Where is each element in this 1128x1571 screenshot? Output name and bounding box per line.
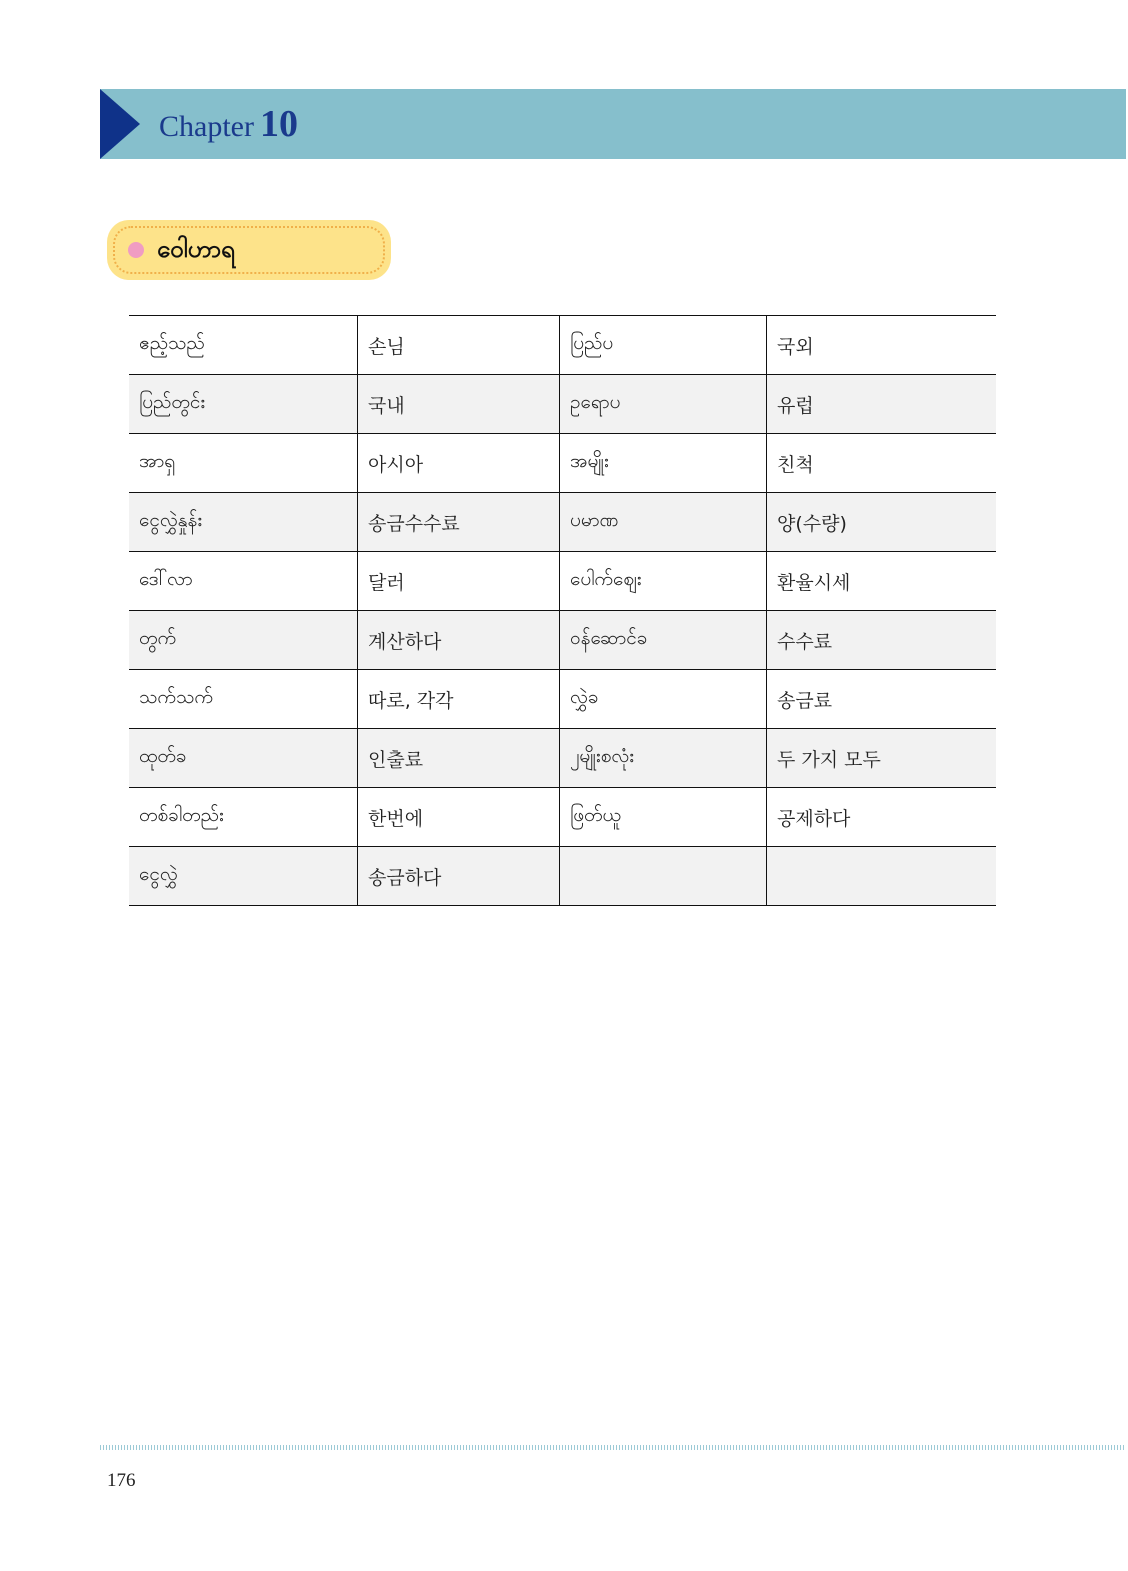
myanmar-word: ငွေလွှဲ [129,847,358,906]
korean-meaning: 환율시세 [767,552,997,611]
myanmar-word: ပြည်တွင်း [129,375,358,434]
myanmar-word: ၂မျိုးစလုံး [560,729,767,788]
korean-meaning: 계산하다 [358,611,560,670]
chapter-label: Chapter [159,110,254,143]
korean-meaning: 유럽 [767,375,997,434]
table-row [129,375,996,434]
table-row [129,611,996,670]
korean-meaning: 친척 [767,434,997,493]
table-row [129,434,996,493]
page-number: 176 [107,1470,136,1491]
myanmar-word [560,847,767,906]
myanmar-word: အမျိုး [560,434,767,493]
korean-meaning: 국내 [358,375,560,434]
korean-meaning: 송금수수료 [358,493,560,552]
table-row [129,493,996,552]
korean-meaning: 양(수량) [767,493,997,552]
myanmar-word: အာရှ [129,434,358,493]
korean-meaning: 공제하다 [767,788,997,847]
korean-meaning: 송금하다 [358,847,560,906]
korean-meaning: 따로, 각각 [358,670,560,729]
dotted-border [113,226,385,274]
table-row [129,552,996,611]
myanmar-word: ဒေါ်လာ [129,552,358,611]
myanmar-word: သက်သက် [129,670,358,729]
myanmar-word: ဝန်ဆောင်ခ [560,611,767,670]
chapter-number: 10 [259,103,298,145]
section-title: ဝေါဟာရ [157,235,235,263]
myanmar-word: တစ်ခါတည်း [129,788,358,847]
myanmar-word: လွှဲခ [560,670,767,729]
korean-meaning: 인출료 [358,729,560,788]
korean-meaning: 한번에 [358,788,560,847]
section-heading [107,220,391,280]
table-row [129,729,996,788]
table-row [129,670,996,729]
myanmar-word: ဖြတ်ယူ [560,788,767,847]
myanmar-word: ပေါက်ဈေး [560,552,767,611]
table-row [129,316,996,375]
triangle-icon [100,89,140,159]
myanmar-word: ပမာဏ [560,493,767,552]
myanmar-word: တွက် [129,611,358,670]
myanmar-word: ပြည်ပ [560,316,767,375]
table-row [129,788,996,847]
footer-divider [100,1445,1126,1450]
myanmar-word: ငွေလွှဲနှုန်း [129,493,358,552]
korean-meaning: 달러 [358,552,560,611]
myanmar-word: ဥရောပ [560,375,767,434]
korean-meaning [767,847,997,906]
korean-meaning: 두 가지 모두 [767,729,997,788]
vocabulary-table [129,315,996,906]
myanmar-word: ဧည့်သည် [129,316,358,375]
chapter-title [159,100,298,151]
korean-meaning: 손님 [358,316,560,375]
table-row [129,847,996,906]
korean-meaning: 수수료 [767,611,997,670]
bullet-dot-icon [128,242,144,258]
korean-meaning: 송금료 [767,670,997,729]
korean-meaning: 아시아 [358,434,560,493]
myanmar-word: ထုတ်ခ [129,729,358,788]
korean-meaning: 국외 [767,316,997,375]
